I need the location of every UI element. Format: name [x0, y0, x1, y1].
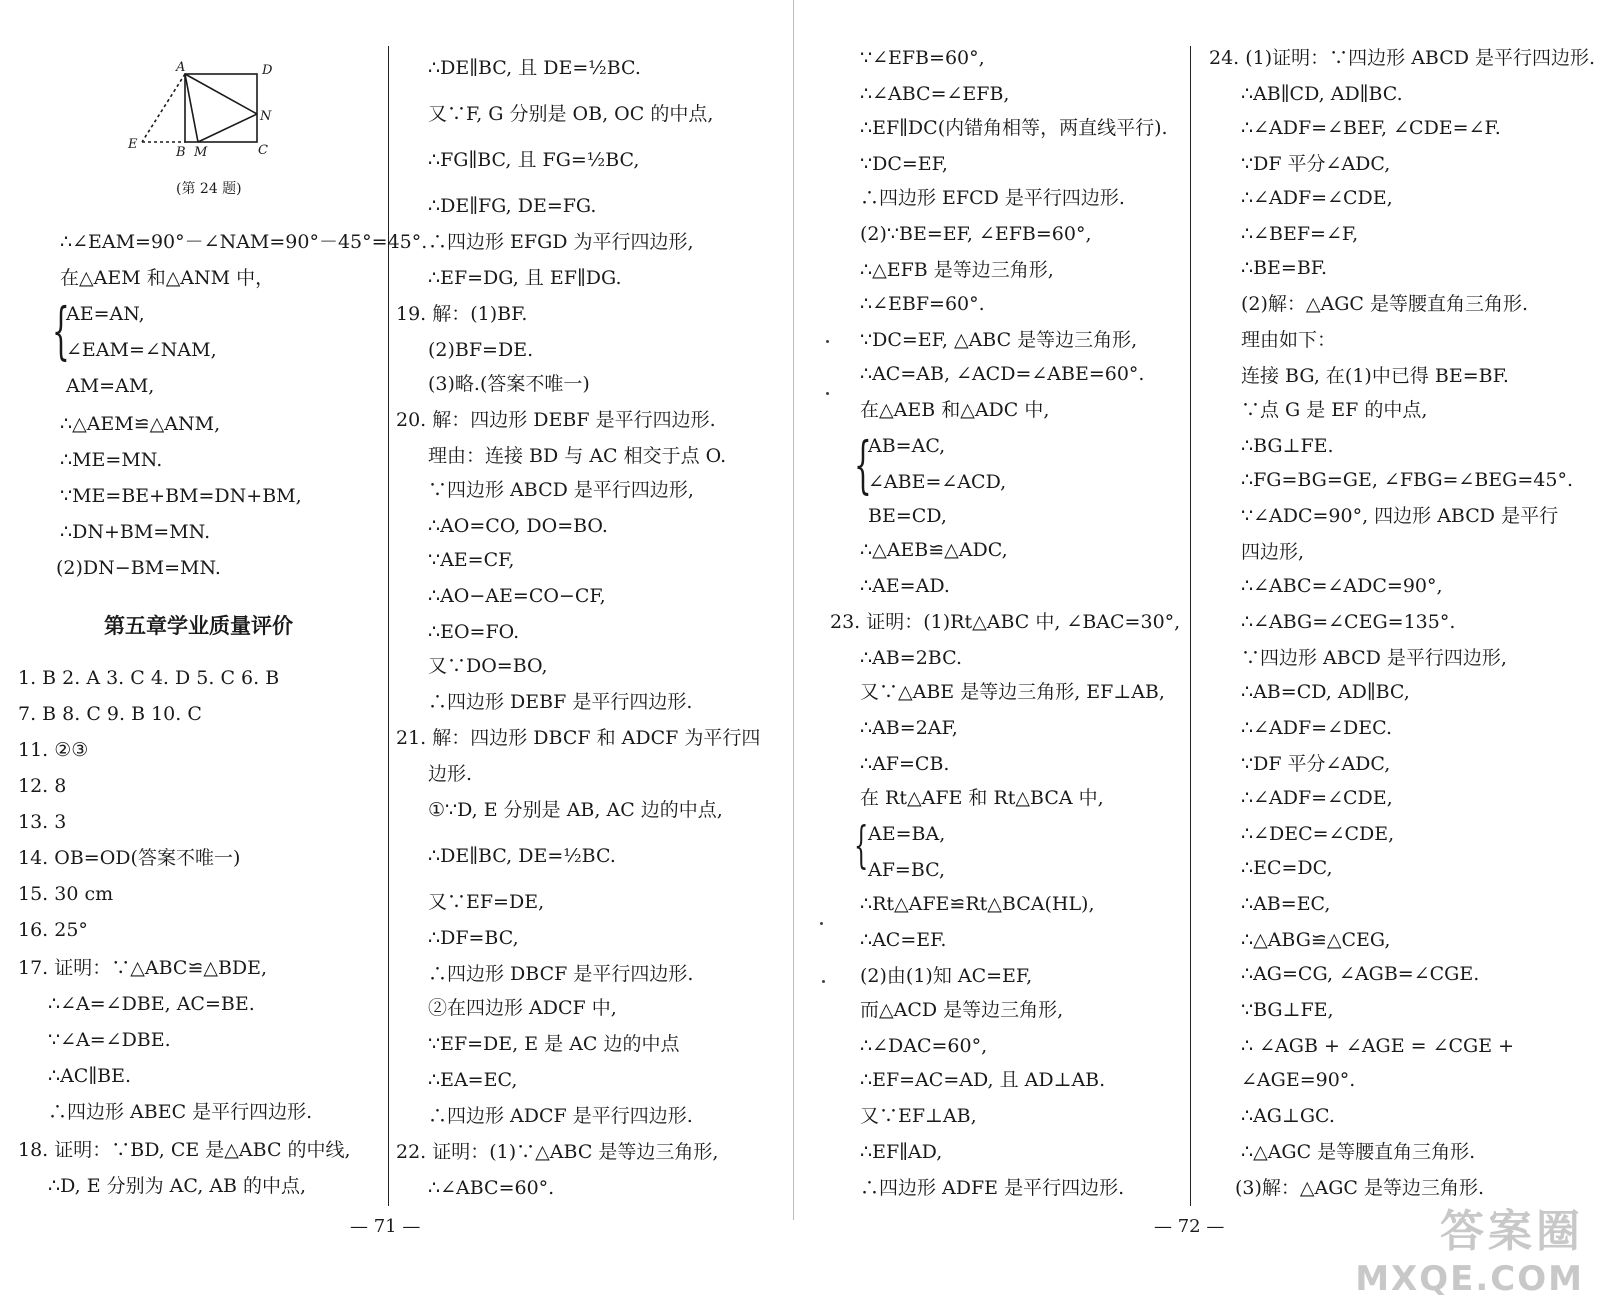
- text-line: ∴△AEB≌△ADC,: [860, 539, 1008, 561]
- text-line: 17. 证明：∵△ABC≌△BDE,: [18, 957, 268, 979]
- text-line: (2)BF=DE.: [428, 339, 534, 361]
- label-n: N: [260, 109, 272, 124]
- text-line: 又∵DO=BO,: [428, 655, 548, 677]
- brace: {: [52, 294, 70, 367]
- text-line: ∵DC=EF,: [860, 153, 948, 175]
- text-line: ∴AO−AE=CO−CF,: [428, 585, 606, 607]
- text-line: ∴∠ABC=∠ADC=90°,: [1241, 575, 1443, 597]
- text-line: ∴四边形 ADCF 是平行四边形.: [428, 1105, 693, 1127]
- text-line: ∵DF 平分∠ADC,: [1241, 753, 1391, 775]
- scan-dot: [820, 922, 823, 925]
- geometry-figure: [120, 56, 290, 166]
- text-line: ∴EF=AC=AD, 且 AD⊥AB.: [860, 1069, 1106, 1091]
- text-line: 又∵EF⊥AB,: [860, 1105, 977, 1127]
- text-line: 22. 证明：(1)∵△ABC 是等边三角形,: [396, 1141, 719, 1163]
- text-line: ∴∠DAC=60°,: [860, 1035, 988, 1057]
- text-line: ∴BE=BF.: [1241, 257, 1328, 279]
- text-line: ∴AB=CD, AD∥BC,: [1241, 681, 1410, 703]
- text-line: ∴∠DEC=∠CDE,: [1241, 823, 1395, 845]
- text-line: 7. B 8. C 9. B 10. C: [18, 703, 202, 725]
- text-line: ∴四边形 EFCD 是平行四边形.: [860, 187, 1125, 209]
- text-line: ∴四边形 ADFE 是平行四边形.: [860, 1177, 1125, 1199]
- text-line: ∴∠ABG=∠CEG=135°.: [1241, 611, 1456, 633]
- text-line: ∴AC∥BE.: [48, 1065, 131, 1087]
- text-line: ∵四边形 ABCD 是平行四边形,: [1241, 647, 1507, 669]
- label-a: A: [176, 60, 186, 75]
- text-line: ∵AE=CF,: [428, 549, 515, 571]
- label-b: B: [176, 145, 186, 160]
- text-line: ∴四边形 ABEC 是平行四边形.: [48, 1101, 313, 1123]
- scan-dot: [826, 392, 829, 395]
- text-line: ∴FG=BG=GE, ∠FBG=∠BEG=45°.: [1241, 469, 1573, 491]
- watermark-bottom: MXQE.COM: [1355, 1259, 1584, 1299]
- text-line: ∴EO=FO.: [428, 621, 520, 643]
- label-m: M: [194, 145, 208, 160]
- text-line: 13. 3: [18, 811, 67, 833]
- text-line: (2)DN−BM=MN.: [56, 557, 221, 579]
- watermark: [1355, 1195, 1584, 1299]
- segment-am: [185, 74, 198, 142]
- scan-dot: [826, 340, 829, 343]
- text-line: ∴DF=BC,: [428, 927, 519, 949]
- text-line: ∴AO=CO, DO=BO.: [428, 515, 608, 537]
- text-line: 又∵F, G 分别是 OB, OC 的中点,: [428, 103, 714, 125]
- text-line: ∴四边形 EFGD 为平行四边形,: [428, 231, 694, 253]
- text-line: (2)∵BE=EF, ∠EFB=60°,: [860, 223, 1092, 245]
- text-line: 24. (1)证明：∵四边形 ABCD 是平行四边形.: [1209, 47, 1596, 69]
- scan-dot: [822, 980, 825, 983]
- brace: {: [854, 428, 872, 501]
- text-line: ∴ME=MN.: [60, 449, 163, 471]
- text-line: 14. OB=OD(答案不唯一): [18, 847, 241, 869]
- text-line: 16. 25°: [18, 919, 88, 941]
- brace: {: [854, 816, 869, 874]
- text-line: ∴AG⊥GC.: [1241, 1105, 1335, 1127]
- text-line: ∴△EFB 是等边三角形,: [860, 259, 1054, 281]
- text-line: ∵∠A=∠DBE.: [48, 1029, 171, 1051]
- text-line: ∵ME=BE+BM=DN+BM,: [60, 485, 302, 507]
- text-line: ∴∠ADF=∠CDE,: [1241, 187, 1393, 209]
- text-line: ∵点 G 是 EF 的中点,: [1241, 399, 1428, 421]
- text-line: ∴△ABG≌△CEG,: [1241, 929, 1391, 951]
- text-line: ∴EF∥DC(内错角相等，两直线平行).: [860, 117, 1168, 139]
- text-line: ∴AF=CB.: [860, 753, 950, 775]
- text-line: ∵DC=EF, △ABC 是等边三角形,: [860, 329, 1138, 351]
- text-line: AE=AN,: [66, 303, 145, 325]
- column-divider: [388, 46, 389, 1206]
- text-line: ∴∠ADF=∠CDE,: [1241, 787, 1393, 809]
- label-c: C: [258, 143, 268, 158]
- text-line: ∴∠EAM=90°－∠NAM=90°－45°=45°.: [60, 231, 428, 253]
- page-number-right: — 72 —: [1154, 1216, 1225, 1237]
- text-line: AM=AM,: [66, 375, 155, 397]
- text-line: ∴EF∥AD,: [860, 1141, 943, 1163]
- text-line: ∴∠ADF=∠DEC.: [1241, 717, 1392, 739]
- text-line: 19. 解：(1)BF.: [396, 303, 528, 325]
- text-line: ∵EF=DE, E 是 AC 边的中点: [428, 1033, 680, 1055]
- text-line: 15. 30 cm: [18, 883, 114, 905]
- text-line: ∵∠ADC=90°, 四边形 ABCD 是平行: [1241, 505, 1559, 527]
- text-line: ∴∠ADF=∠BEF, ∠CDE=∠F.: [1241, 117, 1501, 139]
- segment-mn: [198, 114, 257, 142]
- segment-ae-dashed: [142, 74, 185, 142]
- text-line: ∴△AEM≌△ANM,: [60, 413, 221, 435]
- text-line: 18. 证明：∵BD, CE 是△ABC 的中线,: [18, 1139, 351, 1161]
- text-line: ∴∠A=∠DBE, AC=BE.: [48, 993, 255, 1015]
- text-line: 而△ACD 是等边三角形,: [860, 999, 1064, 1021]
- text-line: (2)解：△AGC 是等腰直角三角形.: [1241, 293, 1529, 315]
- text-line: ∴AG=CG, ∠AGB=∠CGE.: [1241, 963, 1480, 985]
- text-line: (3)略.(答案不唯一): [428, 373, 590, 395]
- text-line: 又∵EF=DE,: [428, 891, 545, 913]
- text-line: AF=BC,: [868, 859, 946, 881]
- text-line: ∴DN+BM=MN.: [60, 521, 211, 543]
- label-d: D: [262, 63, 273, 78]
- text-line: ∴AB=2AF,: [860, 717, 958, 739]
- text-line: 21. 解：四边形 DBCF 和 ADCF 为平行四: [396, 727, 761, 749]
- text-line: ∴△AGC 是等腰直角三角形.: [1241, 1141, 1476, 1163]
- text-line: ∠AGE=90°.: [1241, 1069, 1356, 1091]
- text-line: 四边形,: [1241, 541, 1305, 563]
- text-line: ∴FG∥BC, 且 FG=½BC,: [428, 149, 640, 171]
- text-line: ∴DE∥BC, 且 DE=½BC.: [428, 57, 641, 79]
- column-divider: [793, 0, 794, 1220]
- text-line: 又∵△ABE 是等边三角形, EF⊥AB,: [860, 681, 1165, 703]
- text-line: 理由如下：: [1241, 329, 1337, 351]
- text-line: 连接 BG, 在(1)中已得 BE=BF.: [1241, 365, 1509, 387]
- text-line: ∴AB=2BC.: [860, 647, 962, 669]
- segment-an: [185, 74, 257, 114]
- text-line: ∠EAM=∠NAM,: [66, 339, 217, 361]
- text-line: ∵BG⊥FE,: [1241, 999, 1334, 1021]
- text-line: 12. 8: [18, 775, 67, 797]
- text-line: ∴EA=EC,: [428, 1069, 518, 1091]
- text-line: ∵DF 平分∠ADC,: [1241, 153, 1391, 175]
- text-line: 理由：连接 BD 与 AC 相交于点 O.: [428, 445, 727, 467]
- text-line: ∴ ∠AGB + ∠AGE = ∠CGE +: [1241, 1035, 1515, 1057]
- text-line: 在△AEB 和△ADC 中,: [860, 399, 1050, 421]
- text-line: 1. B 2. A 3. C 4. D 5. C 6. B: [18, 667, 280, 689]
- text-line: 23. 证明：(1)Rt△ABC 中, ∠BAC=30°,: [830, 611, 1181, 633]
- text-line: ∴BG⊥FE.: [1241, 435, 1334, 457]
- text-line: ∴∠ABC=60°.: [428, 1177, 555, 1199]
- text-line: ①∵D, E 分别是 AB, AC 边的中点,: [428, 799, 723, 821]
- text-line: ∴AC=AB, ∠ACD=∠ABE=60°.: [860, 363, 1145, 385]
- text-line: ∴AB∥CD, AD∥BC.: [1241, 83, 1403, 105]
- text-line: 在 Rt△AFE 和 Rt△BCA 中,: [860, 787, 1104, 809]
- text-line: ∴DE∥BC, DE=½BC.: [428, 845, 616, 867]
- text-line: ∴四边形 DEBF 是平行四边形.: [428, 691, 693, 713]
- text-line: ∴EC=DC,: [1241, 857, 1333, 879]
- text-line: (3)解：△AGC 是等边三角形.: [1235, 1177, 1485, 1199]
- text-line: ∠ABE=∠ACD,: [868, 471, 1007, 493]
- column-divider: [1190, 46, 1191, 1206]
- label-e: E: [128, 137, 138, 152]
- figure-caption: (第 24 题): [176, 181, 242, 197]
- section-heading: 第五章学业质量评价: [104, 613, 293, 638]
- text-line: ∴∠EBF=60°.: [860, 293, 985, 315]
- text-line: ∴AE=AD.: [860, 575, 950, 597]
- text-line: (2)由(1)知 AC=EF,: [860, 965, 1033, 987]
- text-line: ∵∠EFB=60°,: [860, 47, 985, 69]
- text-line: 边形.: [428, 763, 473, 785]
- text-line: AB=AC,: [868, 435, 946, 457]
- page-number-left: — 71 —: [350, 1216, 421, 1237]
- text-line: ②在四边形 ADCF 中,: [428, 997, 617, 1019]
- text-line: ∴Rt△AFE≌Rt△BCA(HL),: [860, 893, 1095, 915]
- text-line: BE=CD,: [868, 505, 947, 527]
- text-line: 11. ②③: [18, 739, 89, 761]
- text-line: ∴DE∥FG, DE=FG.: [428, 195, 597, 217]
- text-line: ∴∠BEF=∠F,: [1241, 223, 1359, 245]
- text-line: AE=BA,: [868, 823, 946, 845]
- text-line: ∵四边形 ABCD 是平行四边形,: [428, 479, 694, 501]
- text-line: ∴EF=DG, 且 EF∥DG.: [428, 267, 622, 289]
- text-line: ∴AB=EC,: [1241, 893, 1331, 915]
- text-line: 在△AEM 和△ANM 中，: [60, 267, 275, 289]
- text-line: ∴四边形 DBCF 是平行四边形.: [428, 963, 694, 985]
- text-line: ∴D, E 分别为 AC, AB 的中点,: [48, 1175, 307, 1197]
- text-line: ∴∠ABC=∠EFB,: [860, 83, 1010, 105]
- text-line: 20. 解：四边形 DEBF 是平行四边形.: [396, 409, 716, 431]
- watermark-top: 答案圈: [1440, 1206, 1584, 1257]
- text-line: ∴AC=EF.: [860, 929, 947, 951]
